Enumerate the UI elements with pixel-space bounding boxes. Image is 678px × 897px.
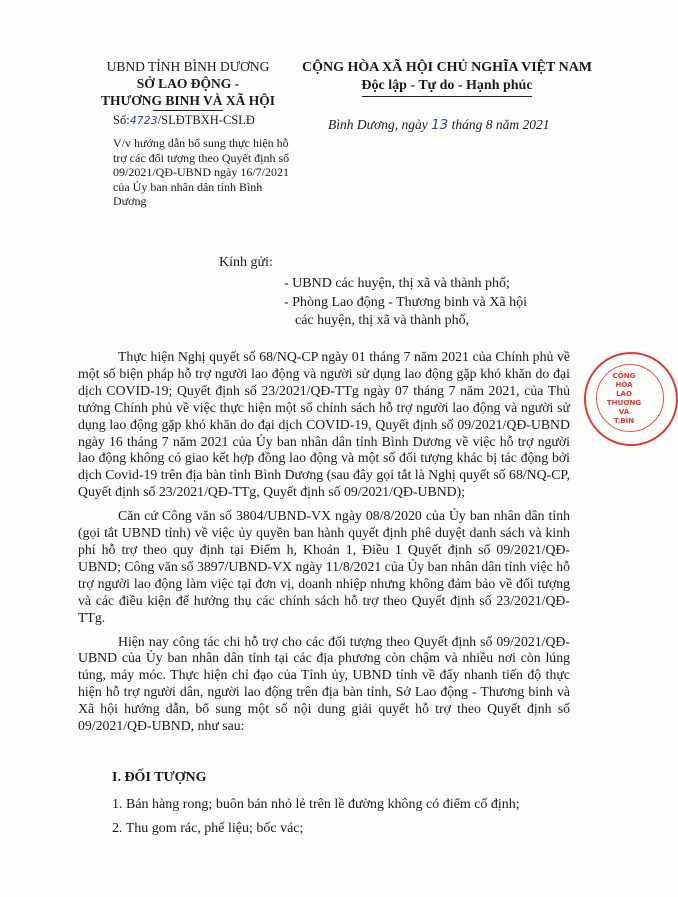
body-paragraph-3: Hiện nay công tác chi hỗ trợ cho các đối tượng theo Quyết định số 09/2021/QĐ-UBND của Ủy ban nhân dân tỉnh tại các địa phương còn chậm và nhiều nơi còn lúng túng, máy móc. Thực hiện chỉ đạo của Tỉnh ủy, UBND tỉnh về đẩy nhanh tiến độ thực hiện hỗ trợ người dân, người lao động trên địa bàn tỉnh, Sở Lao động - Thương binh và Xã hội hướng dẫn, bổ sung một số nội dung giải quyết hỗ trợ theo Quyết định số 09/2021/QĐ-UBND, như sau:	[78, 633, 570, 734]
doc-number-prefix: Số:	[113, 113, 130, 127]
body-paragraph-1: Thực hiện Nghị quyết số 68/NQ-CP ngày 01 tháng 7 năm 2021 của Chính phủ về một số biện pháp hỗ trợ người lao động và người sử dụng lao động gặp khó khăn do đại dịch COVID-19; Quyết định số 23/2021/QĐ-TTg ngày 07 tháng 7 năm 2021, của Thủ tướng Chính phủ về việc thực hiện một số chính sách hỗ trợ người lao động và người sử dụng lao động gặp khó khăn do đại dịch COVID-19, Quyết định số 09/2021/QĐ-UBND ngày 16 tháng 7 năm 2021 của Ủy ban nhân dân tỉnh Bình Dương về việc hỗ trợ người lao động không có giao kết hợp đồng lao động và một số đối tượng khác bị tác động bởi dịch Covid-19 trên địa bàn tỉnh Bình Dương (sau đây gọi tắt là Nghị quyết số 68/NQ-CP, Quyết định số 23/2021/QĐ-TTg, Quyết định số 09/2021/QĐ-UBND);	[78, 349, 570, 500]
national-header	[302, 59, 592, 97]
document-body	[78, 349, 570, 735]
national-motto: Độc lập - Tự do - Hạnh phúc	[361, 78, 533, 93]
seal-text-line-4: VÀ	[618, 408, 630, 416]
doc-number-handwritten: 4723	[129, 114, 158, 127]
date-suffix: tháng 8 năm 2021	[451, 117, 550, 132]
issuing-agency-block	[78, 58, 298, 111]
motto-underline	[362, 96, 532, 97]
department-name-line-2: THƯƠNG BINH VÀ XÃ HỘI	[100, 93, 276, 108]
seal-text-line-2: LAO	[616, 390, 632, 398]
nation-title: CỘNG HÒA XÃ HỘI CHỦ NGHĨA VIỆT NAM	[302, 60, 593, 75]
recipient-2: - Phòng Lao động - Thương binh và Xã hội	[284, 294, 527, 310]
document-subject: V/v hướng dẫn bổ sung thực hiện hỗ trợ các đối tượng theo Quyết định số 09/2021/QĐ-UBND ngày 16/7/2021 của Ủy ban nhân dân tỉnh Bình Dương	[113, 136, 290, 208]
section-item-2: 2. Thu gom rác, phế liệu; bốc vác;	[112, 821, 304, 836]
official-seal	[584, 352, 678, 446]
recipient-2-continued: các huyện, thị xã và thành phố,	[295, 313, 470, 328]
doc-number-suffix: /SLĐTBXH-CSLĐ	[157, 113, 255, 127]
salutation-label: Kính gửi:	[219, 255, 273, 270]
recipient-1: - UBND các huyện, thị xã và thành phố;	[284, 276, 510, 291]
document-number	[113, 113, 255, 128]
seal-text-line-1: CỘNG HÒA	[612, 372, 636, 389]
agency-underline	[153, 110, 223, 111]
date-day-handwritten: 13	[431, 117, 449, 133]
issue-date	[328, 117, 550, 133]
seal-text	[604, 372, 644, 426]
agency-name: UBND TỈNH BÌNH DƯƠNG	[106, 59, 270, 74]
seal-text-line-5: T.BÌN	[613, 417, 635, 425]
section-heading: I. ĐỐI TƯỢNG	[112, 770, 207, 785]
section-item-1: 1. Bán hàng rong; buôn bán nhỏ lẻ trên lề đường không có điểm cố định;	[112, 797, 520, 812]
recipient-list	[284, 275, 527, 331]
date-prefix: Bình Dương, ngày	[328, 117, 428, 132]
department-name-line-1: SỞ LAO ĐỘNG -	[136, 76, 240, 91]
seal-text-line-3: THƯƠNG	[606, 399, 642, 407]
body-paragraph-2: Căn cứ Công văn số 3804/UBND-VX ngày 08/8/2020 của Ủy ban nhân dân tỉnh (gọi tắt UBND tỉnh) về việc ủy quyền ban hành quyết định phê duyệt danh sách và kinh phí hỗ trợ theo quy định tại Điểm h, Khoản 1, Điều 1 Quyết định số 09/2021/QĐ-UBND; Công văn số 3897/UBND-VX ngày 11/8/2021 của Ủy ban nhân dân tỉnh việc hỗ trợ người lao động làm việc tại đơn vị, doanh nhiệp nhưng không đảm bảo về đối tượng và các điều kiện để hưởng thụ các chính sách hỗ trợ theo Quyết định số 23/2021/QĐ-TTg.	[78, 508, 570, 625]
